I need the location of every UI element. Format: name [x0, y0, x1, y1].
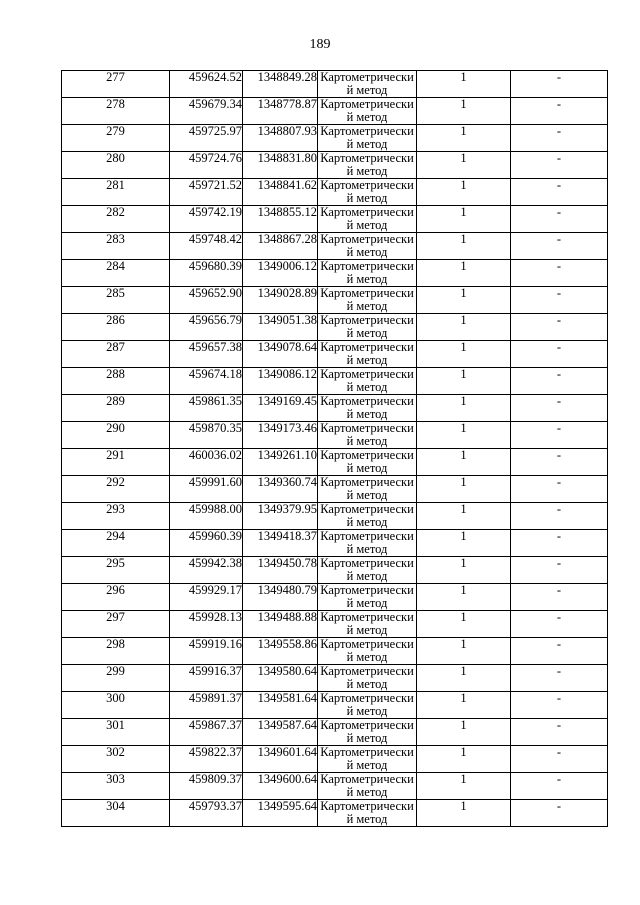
- table-row: [62, 395, 608, 422]
- note-cell: -: [511, 206, 608, 233]
- method-text-line1: Картометрически: [320, 286, 414, 300]
- point-number-cell: 288: [62, 368, 170, 395]
- method-cell: [318, 341, 417, 368]
- x-coordinate-cell: 459679.34: [170, 98, 243, 125]
- x-coordinate-cell: 459867.37: [170, 719, 243, 746]
- point-number-cell: 289: [62, 395, 170, 422]
- note-cell: -: [511, 557, 608, 584]
- note-cell: -: [511, 584, 608, 611]
- method-text-line2: й метод: [346, 757, 388, 772]
- note-cell: -: [511, 773, 608, 800]
- note-cell: -: [511, 287, 608, 314]
- method-text-line2: й метод: [346, 82, 388, 97]
- method-text-line1: Картометрически: [320, 664, 414, 678]
- x-coordinate-cell: 459991.60: [170, 476, 243, 503]
- method-text-line2: й метод: [346, 325, 388, 340]
- page-number: 189: [309, 37, 331, 52]
- point-number-cell: 290: [62, 422, 170, 449]
- table-row: [62, 179, 608, 206]
- method-text-line2: й метод: [346, 622, 388, 637]
- x-coordinate-cell: 460036.02: [170, 449, 243, 476]
- method-text-line1: Картометрически: [320, 367, 414, 381]
- method-text-line1: Картометрически: [320, 97, 414, 111]
- method-cell: [318, 719, 417, 746]
- method-text-line1: Картометрически: [320, 502, 414, 516]
- method-text-line2: й метод: [346, 541, 388, 556]
- method-cell: [318, 260, 417, 287]
- method-text-line1: Картометрически: [320, 124, 414, 138]
- x-coordinate-cell: 459960.39: [170, 530, 243, 557]
- method-text-line1: Картометрически: [320, 205, 414, 219]
- note-cell: -: [511, 800, 608, 827]
- count-cell: 1: [417, 584, 511, 611]
- method-text-line2: й метод: [346, 109, 388, 124]
- y-coordinate-cell: 1349078.64: [243, 341, 318, 368]
- method-text-line1: Картометрически: [320, 745, 414, 759]
- method-cell: [318, 746, 417, 773]
- table-row: [62, 584, 608, 611]
- count-cell: 1: [417, 314, 511, 341]
- point-number-cell: 295: [62, 557, 170, 584]
- count-cell: 1: [417, 557, 511, 584]
- count-cell: 1: [417, 449, 511, 476]
- method-text-line2: й метод: [346, 298, 388, 313]
- x-coordinate-cell: 459919.16: [170, 638, 243, 665]
- x-coordinate-cell: 459928.13: [170, 611, 243, 638]
- method-text-line2: й метод: [346, 460, 388, 475]
- x-coordinate-cell: 459988.00: [170, 503, 243, 530]
- method-cell: [318, 476, 417, 503]
- count-cell: 1: [417, 800, 511, 827]
- note-cell: -: [511, 368, 608, 395]
- table-row: [62, 557, 608, 584]
- note-cell: -: [511, 611, 608, 638]
- method-text-line1: Картометрически: [320, 475, 414, 489]
- method-cell: [318, 98, 417, 125]
- x-coordinate-cell: 459870.35: [170, 422, 243, 449]
- count-cell: 1: [417, 233, 511, 260]
- table-row: [62, 368, 608, 395]
- y-coordinate-cell: 1349360.74: [243, 476, 318, 503]
- method-text-line1: Картометрически: [320, 151, 414, 165]
- method-cell: [318, 179, 417, 206]
- y-coordinate-cell: 1349006.12: [243, 260, 318, 287]
- table-row: [62, 314, 608, 341]
- y-coordinate-cell: 1349418.37: [243, 530, 318, 557]
- point-number-cell: 302: [62, 746, 170, 773]
- count-cell: 1: [417, 773, 511, 800]
- point-number-cell: 281: [62, 179, 170, 206]
- point-number-cell: 284: [62, 260, 170, 287]
- note-cell: -: [511, 152, 608, 179]
- method-text-line1: Картометрически: [320, 70, 414, 84]
- method-text-line1: Картометрически: [320, 313, 414, 327]
- y-coordinate-cell: 1349580.64: [243, 665, 318, 692]
- y-coordinate-cell: 1348807.93: [243, 125, 318, 152]
- method-text-line2: й метод: [346, 190, 388, 205]
- method-text-line1: Картометрически: [320, 340, 414, 354]
- x-coordinate-cell: 459652.90: [170, 287, 243, 314]
- method-cell: [318, 422, 417, 449]
- note-cell: -: [511, 692, 608, 719]
- count-cell: 1: [417, 719, 511, 746]
- method-cell: [318, 233, 417, 260]
- note-cell: -: [511, 341, 608, 368]
- y-coordinate-cell: 1348855.12: [243, 206, 318, 233]
- x-coordinate-cell: 459725.97: [170, 125, 243, 152]
- x-coordinate-cell: 459822.37: [170, 746, 243, 773]
- method-cell: [318, 314, 417, 341]
- count-cell: 1: [417, 692, 511, 719]
- table-row: [62, 476, 608, 503]
- note-cell: -: [511, 638, 608, 665]
- point-number-cell: 304: [62, 800, 170, 827]
- y-coordinate-cell: 1349581.64: [243, 692, 318, 719]
- note-cell: -: [511, 530, 608, 557]
- y-coordinate-cell: 1349587.64: [243, 719, 318, 746]
- method-text-line2: й метод: [346, 271, 388, 286]
- count-cell: 1: [417, 503, 511, 530]
- method-text-line2: й метод: [346, 730, 388, 745]
- point-number-cell: 293: [62, 503, 170, 530]
- method-text-line1: Картометрически: [320, 799, 414, 813]
- method-text-line2: й метод: [346, 487, 388, 502]
- count-cell: 1: [417, 476, 511, 503]
- y-coordinate-cell: 1348849.28: [243, 71, 318, 98]
- point-number-cell: 277: [62, 71, 170, 98]
- method-cell: [318, 125, 417, 152]
- x-coordinate-cell: 459916.37: [170, 665, 243, 692]
- method-text-line2: й метод: [346, 136, 388, 151]
- count-cell: 1: [417, 260, 511, 287]
- count-cell: 1: [417, 368, 511, 395]
- y-coordinate-cell: 1349173.46: [243, 422, 318, 449]
- note-cell: -: [511, 719, 608, 746]
- y-coordinate-cell: 1349086.12: [243, 368, 318, 395]
- count-cell: 1: [417, 530, 511, 557]
- count-cell: 1: [417, 287, 511, 314]
- method-cell: [318, 368, 417, 395]
- method-cell: [318, 557, 417, 584]
- point-number-cell: 280: [62, 152, 170, 179]
- method-text-line1: Картометрически: [320, 772, 414, 786]
- x-coordinate-cell: 459680.39: [170, 260, 243, 287]
- note-cell: -: [511, 314, 608, 341]
- note-cell: -: [511, 395, 608, 422]
- x-coordinate-cell: 459657.38: [170, 341, 243, 368]
- method-text-line1: Картометрически: [320, 448, 414, 462]
- coordinates-table: [61, 70, 608, 827]
- point-number-cell: 287: [62, 341, 170, 368]
- method-cell: [318, 638, 417, 665]
- x-coordinate-cell: 459929.17: [170, 584, 243, 611]
- count-cell: 1: [417, 152, 511, 179]
- y-coordinate-cell: 1349600.64: [243, 773, 318, 800]
- x-coordinate-cell: 459656.79: [170, 314, 243, 341]
- y-coordinate-cell: 1349261.10: [243, 449, 318, 476]
- table-row: [62, 611, 608, 638]
- note-cell: -: [511, 503, 608, 530]
- method-cell: [318, 773, 417, 800]
- table-row: [62, 719, 608, 746]
- note-cell: -: [511, 98, 608, 125]
- table-row: [62, 233, 608, 260]
- count-cell: 1: [417, 341, 511, 368]
- count-cell: 1: [417, 665, 511, 692]
- y-coordinate-cell: 1349480.79: [243, 584, 318, 611]
- table-row: [62, 800, 608, 827]
- point-number-cell: 279: [62, 125, 170, 152]
- point-number-cell: 278: [62, 98, 170, 125]
- table-row: [62, 530, 608, 557]
- count-cell: 1: [417, 125, 511, 152]
- note-cell: -: [511, 665, 608, 692]
- y-coordinate-cell: 1348841.62: [243, 179, 318, 206]
- method-text-line1: Картометрически: [320, 718, 414, 732]
- method-text-line2: й метод: [346, 217, 388, 232]
- x-coordinate-cell: 459624.52: [170, 71, 243, 98]
- point-number-cell: 286: [62, 314, 170, 341]
- note-cell: -: [511, 476, 608, 503]
- method-text-line2: й метод: [346, 811, 388, 826]
- y-coordinate-cell: 1349379.95: [243, 503, 318, 530]
- note-cell: -: [511, 260, 608, 287]
- point-number-cell: 282: [62, 206, 170, 233]
- method-cell: [318, 152, 417, 179]
- y-coordinate-cell: 1348831.80: [243, 152, 318, 179]
- method-text-line1: Картометрически: [320, 178, 414, 192]
- note-cell: -: [511, 179, 608, 206]
- method-text-line2: й метод: [346, 244, 388, 259]
- count-cell: 1: [417, 71, 511, 98]
- y-coordinate-cell: 1348778.87: [243, 98, 318, 125]
- table-row: [62, 503, 608, 530]
- point-number-cell: 283: [62, 233, 170, 260]
- method-cell: [318, 287, 417, 314]
- count-cell: 1: [417, 746, 511, 773]
- method-text-line2: й метод: [346, 406, 388, 421]
- point-number-cell: 298: [62, 638, 170, 665]
- method-text-line1: Картометрически: [320, 583, 414, 597]
- method-text-line1: Картометрически: [320, 637, 414, 651]
- count-cell: 1: [417, 206, 511, 233]
- method-text-line2: й метод: [346, 703, 388, 718]
- count-cell: 1: [417, 422, 511, 449]
- point-number-cell: 285: [62, 287, 170, 314]
- method-text-line2: й метод: [346, 433, 388, 448]
- table-row: [62, 71, 608, 98]
- point-number-cell: 291: [62, 449, 170, 476]
- note-cell: -: [511, 422, 608, 449]
- count-cell: 1: [417, 638, 511, 665]
- table-row: [62, 125, 608, 152]
- method-text-line1: Картометрически: [320, 556, 414, 570]
- y-coordinate-cell: 1349595.64: [243, 800, 318, 827]
- x-coordinate-cell: 459891.37: [170, 692, 243, 719]
- method-cell: [318, 395, 417, 422]
- method-cell: [318, 692, 417, 719]
- x-coordinate-cell: 459861.35: [170, 395, 243, 422]
- note-cell: -: [511, 233, 608, 260]
- method-cell: [318, 449, 417, 476]
- table-row: [62, 638, 608, 665]
- method-text-line1: Картометрически: [320, 691, 414, 705]
- note-cell: -: [511, 125, 608, 152]
- method-text-line1: Картометрически: [320, 610, 414, 624]
- method-text-line2: й метод: [346, 784, 388, 799]
- method-cell: [318, 530, 417, 557]
- table-row: [62, 341, 608, 368]
- y-coordinate-cell: 1348867.28: [243, 233, 318, 260]
- method-cell: [318, 503, 417, 530]
- table-row: [62, 260, 608, 287]
- table-row: [62, 98, 608, 125]
- table-row: [62, 746, 608, 773]
- method-text-line2: й метод: [346, 649, 388, 664]
- point-number-cell: 296: [62, 584, 170, 611]
- x-coordinate-cell: 459742.19: [170, 206, 243, 233]
- method-text-line1: Картометрически: [320, 259, 414, 273]
- method-text-line2: й метод: [346, 352, 388, 367]
- method-text-line2: й метод: [346, 568, 388, 583]
- x-coordinate-cell: 459809.37: [170, 773, 243, 800]
- table-row: [62, 692, 608, 719]
- method-text-line1: Картометрически: [320, 529, 414, 543]
- method-cell: [318, 611, 417, 638]
- method-cell: [318, 800, 417, 827]
- table-row: [62, 206, 608, 233]
- x-coordinate-cell: 459942.38: [170, 557, 243, 584]
- method-cell: [318, 71, 417, 98]
- method-cell: [318, 206, 417, 233]
- y-coordinate-cell: 1349558.86: [243, 638, 318, 665]
- method-text-line1: Картометрически: [320, 421, 414, 435]
- note-cell: -: [511, 746, 608, 773]
- note-cell: -: [511, 71, 608, 98]
- table-row: [62, 152, 608, 179]
- x-coordinate-cell: 459674.18: [170, 368, 243, 395]
- point-number-cell: 300: [62, 692, 170, 719]
- method-text-line1: Картометрически: [320, 232, 414, 246]
- point-number-cell: 292: [62, 476, 170, 503]
- count-cell: 1: [417, 179, 511, 206]
- y-coordinate-cell: 1349051.38: [243, 314, 318, 341]
- point-number-cell: 294: [62, 530, 170, 557]
- method-text-line2: й метод: [346, 379, 388, 394]
- y-coordinate-cell: 1349450.78: [243, 557, 318, 584]
- table-row: [62, 773, 608, 800]
- x-coordinate-cell: 459748.42: [170, 233, 243, 260]
- note-cell: -: [511, 449, 608, 476]
- y-coordinate-cell: 1349488.88: [243, 611, 318, 638]
- count-cell: 1: [417, 98, 511, 125]
- table-row: [62, 665, 608, 692]
- method-text-line2: й метод: [346, 163, 388, 178]
- method-cell: [318, 665, 417, 692]
- x-coordinate-cell: 459793.37: [170, 800, 243, 827]
- method-cell: [318, 584, 417, 611]
- table-row: [62, 287, 608, 314]
- count-cell: 1: [417, 611, 511, 638]
- method-text-line2: й метод: [346, 514, 388, 529]
- x-coordinate-cell: 459721.52: [170, 179, 243, 206]
- y-coordinate-cell: 1349169.45: [243, 395, 318, 422]
- point-number-cell: 301: [62, 719, 170, 746]
- point-number-cell: 299: [62, 665, 170, 692]
- count-cell: 1: [417, 395, 511, 422]
- y-coordinate-cell: 1349601.64: [243, 746, 318, 773]
- method-text-line1: Картометрически: [320, 394, 414, 408]
- y-coordinate-cell: 1349028.89: [243, 287, 318, 314]
- table-row: [62, 422, 608, 449]
- x-coordinate-cell: 459724.76: [170, 152, 243, 179]
- point-number-cell: 297: [62, 611, 170, 638]
- point-number-cell: 303: [62, 773, 170, 800]
- table-body: [62, 71, 608, 827]
- method-text-line2: й метод: [346, 676, 388, 691]
- table-row: [62, 449, 608, 476]
- method-text-line2: й метод: [346, 595, 388, 610]
